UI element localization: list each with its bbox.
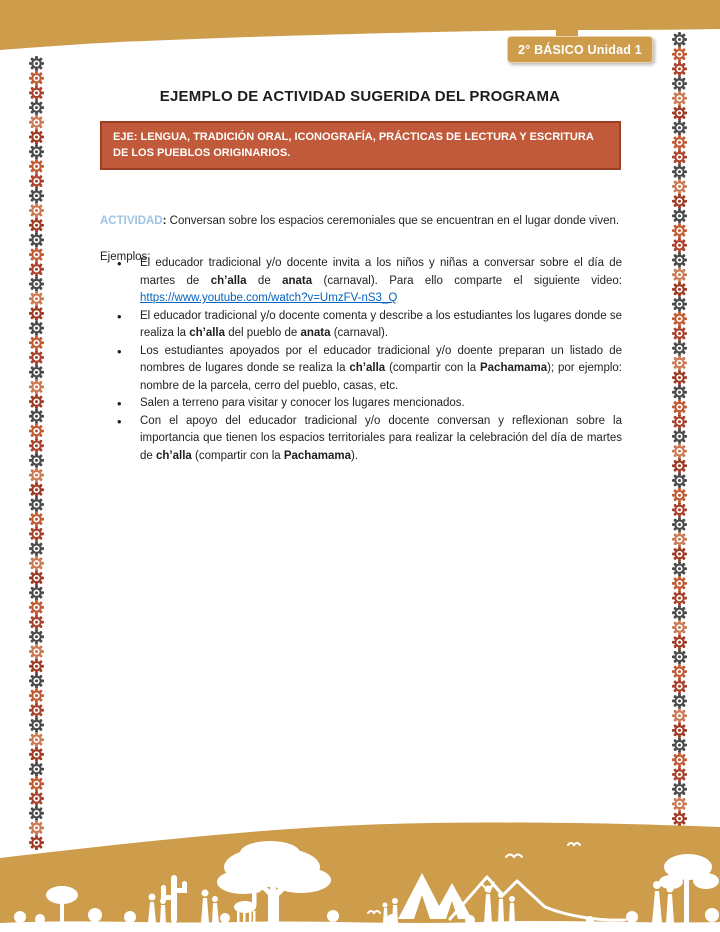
gear-rosette-motif — [29, 85, 44, 100]
gear-rosette-motif — [672, 649, 687, 664]
gear-rosette-motif — [672, 664, 687, 679]
gear-rosette-motif — [672, 546, 687, 561]
gear-rosette-motif — [29, 115, 44, 130]
gear-rosette-motif — [29, 203, 44, 218]
gear-rosette-motif — [672, 32, 687, 47]
gear-rosette-motif — [672, 502, 687, 517]
gear-rosette-motif — [672, 605, 687, 620]
example-item: • Con el apoyo del educador tradicional y/o docente conversan y reflexionan sobre la importancia que tienen los espacios territoriales para realizar la celebración del día de martes de ch’alla (compartir con la Pachamama). — [100, 413, 622, 466]
gear-rosette-motif — [29, 159, 44, 174]
gear-rosette-motif — [29, 291, 44, 306]
emphasized-term: anata — [300, 327, 331, 339]
activity-label: ACTIVIDAD — [100, 214, 163, 227]
gear-rosette-motif — [672, 76, 687, 91]
gear-rosette-motif — [672, 473, 687, 488]
gear-rosette-motif — [29, 673, 44, 688]
gear-rosette-motif — [29, 629, 44, 644]
gear-rosette-motif — [672, 693, 687, 708]
gear-rosette-motif — [29, 247, 44, 262]
gear-rosette-motif — [29, 747, 44, 762]
gear-rosette-motif — [672, 488, 687, 503]
gear-rosette-motif — [672, 399, 687, 414]
gear-rosette-motif — [29, 423, 44, 438]
gear-rosette-motif — [29, 320, 44, 335]
left-border-pattern — [29, 56, 45, 857]
gear-rosette-motif — [672, 590, 687, 605]
youtube-link[interactable]: https://www.youtube.com/watch?v=UmzFV-nS3_Q — [140, 292, 398, 304]
example-item: • El educador tradicional y/o docente comenta y describe a los estudiantes los lugares donde se realiza la ch’alla del pueblo de anata (carnaval). — [100, 308, 622, 343]
gear-rosette-motif — [672, 620, 687, 635]
emphasized-term: ch’alla — [210, 274, 247, 287]
gear-rosette-motif — [29, 262, 44, 277]
gear-rosette-motif — [672, 164, 687, 179]
emphasized-term: Pachamama — [283, 449, 351, 462]
gear-rosette-motif — [672, 517, 687, 532]
gear-rosette-motif — [29, 188, 44, 203]
gear-rosette-motif — [672, 223, 687, 238]
gear-rosette-motif — [29, 791, 44, 806]
activity-colon: : — [162, 214, 167, 227]
gear-rosette-motif — [29, 218, 44, 233]
gear-rosette-motif — [672, 252, 687, 267]
gear-rosette-motif — [29, 350, 44, 365]
gear-rosette-motif — [29, 482, 44, 497]
gear-rosette-motif — [29, 600, 44, 615]
gear-rosette-motif — [29, 688, 44, 703]
gear-rosette-motif — [672, 561, 687, 576]
gear-rosette-motif — [29, 276, 44, 291]
gear-rosette-motif — [672, 91, 687, 106]
gear-rosette-motif — [672, 443, 687, 458]
gear-rosette-motif — [672, 149, 687, 164]
gear-rosette-motif — [672, 341, 687, 356]
gear-rosette-motif — [672, 296, 687, 311]
emphasized-term: Pachamama — [479, 362, 548, 374]
gear-rosette-motif — [672, 326, 687, 341]
gear-rosette-motif — [29, 703, 44, 718]
gear-rosette-motif — [672, 576, 687, 591]
emphasized-term: ch’alla — [349, 362, 386, 374]
emphasized-term: ch’alla — [156, 449, 192, 462]
gear-rosette-motif — [672, 796, 687, 811]
gear-rosette-motif — [29, 614, 44, 629]
gear-rosette-motif — [29, 173, 44, 188]
emphasized-term: anata — [282, 274, 313, 287]
gear-rosette-motif — [672, 282, 687, 297]
gear-rosette-motif — [29, 556, 44, 571]
gear-rosette-motif — [672, 708, 687, 723]
gear-rosette-motif — [29, 732, 44, 747]
gear-rosette-motif — [29, 541, 44, 556]
gear-rosette-motif — [672, 458, 687, 473]
gear-rosette-motif — [672, 105, 687, 120]
gear-rosette-motif — [29, 232, 44, 247]
emphasized-term: ch’alla — [189, 327, 226, 339]
gear-rosette-motif — [29, 438, 44, 453]
gear-rosette-motif — [29, 379, 44, 394]
gear-rosette-motif — [29, 467, 44, 482]
gear-rosette-motif — [672, 61, 687, 76]
page-title: EJEMPLO DE ACTIVIDAD SUGERIDA DEL PROGRAMA — [159, 88, 561, 105]
gear-rosette-motif — [29, 585, 44, 600]
gear-rosette-motif — [672, 635, 687, 650]
gear-rosette-motif — [672, 752, 687, 767]
gear-rosette-motif — [672, 135, 687, 150]
gear-rosette-motif — [672, 737, 687, 752]
gear-rosette-motif — [29, 56, 44, 71]
gear-rosette-motif — [29, 570, 44, 585]
gear-rosette-motif — [672, 532, 687, 547]
footer-landscape-artwork — [0, 817, 720, 932]
gear-rosette-motif — [672, 208, 687, 223]
gear-rosette-motif — [29, 497, 44, 512]
gear-rosette-motif — [672, 429, 687, 444]
gear-rosette-motif — [672, 385, 687, 400]
gear-rosette-motif — [672, 311, 687, 326]
examples-heading: Ejemplos: — [100, 250, 151, 263]
gear-rosette-motif — [672, 194, 687, 209]
gear-rosette-motif — [29, 453, 44, 468]
gear-rosette-motif — [672, 723, 687, 738]
gear-rosette-motif — [29, 144, 44, 159]
gear-rosette-motif — [29, 129, 44, 144]
gear-rosette-motif — [29, 776, 44, 791]
gear-rosette-motif — [29, 761, 44, 776]
gear-rosette-motif — [672, 120, 687, 135]
gear-rosette-motif — [672, 414, 687, 429]
example-item: • Salen a terreno para visitar y conocer los lugares mencionados. — [100, 395, 622, 413]
gear-rosette-motif — [29, 365, 44, 380]
activity-paragraph — [100, 213, 622, 230]
gear-rosette-motif — [672, 238, 687, 253]
gear-rosette-motif — [29, 306, 44, 321]
gear-rosette-motif — [672, 355, 687, 370]
gear-rosette-motif — [29, 659, 44, 674]
gear-rosette-motif — [29, 394, 44, 409]
gear-rosette-motif — [672, 179, 687, 194]
gear-rosette-motif — [29, 335, 44, 350]
eje-banner: EJE: LENGUA, TRADICIÓN ORAL, ICONOGRAFÍA, PRÁCTICAS DE LECTURA Y ESCRITURA DE LOS PUEBLOS ORIGINARIOS. — [100, 121, 621, 170]
gear-rosette-motif — [29, 526, 44, 541]
gear-rosette-motif — [29, 100, 44, 115]
gear-rosette-motif — [29, 409, 44, 424]
examples-list — [100, 255, 622, 465]
activity-text: Conversan sobre los espacios ceremoniales que se encuentran en el lugar donde viven. — [166, 214, 620, 227]
gear-rosette-motif — [672, 767, 687, 782]
gear-rosette-motif — [672, 370, 687, 385]
gear-rosette-motif — [29, 71, 44, 86]
gear-rosette-motif — [672, 782, 687, 797]
gear-rosette-motif — [29, 512, 44, 527]
gear-rosette-motif — [29, 717, 44, 732]
unit-badge: 2° BÁSICO Unidad 1 — [507, 36, 653, 63]
gear-rosette-motif — [672, 679, 687, 694]
gear-rosette-motif — [29, 644, 44, 659]
gear-rosette-motif — [672, 47, 687, 62]
example-item: • Los estudiantes apoyados por el educador tradicional y/o doente preparan un listado de nombres de lugares donde se realiza la ch’alla (compartir con la Pachamama); por ejemplo: nombre de la parcela, cerro del pueblo, casas, etc. — [100, 343, 622, 396]
right-border-pattern — [672, 32, 688, 833]
gear-rosette-motif — [672, 267, 687, 282]
example-item: • El educador tradicional y/o docente invita a los niños y niñas a conversar sobre el día de martes de ch’alla de anata (carnaval). Para ello comparte el siguiente video: https://www.youtube.com/watch?v=UmzFV-nS3_Q — [100, 255, 622, 308]
